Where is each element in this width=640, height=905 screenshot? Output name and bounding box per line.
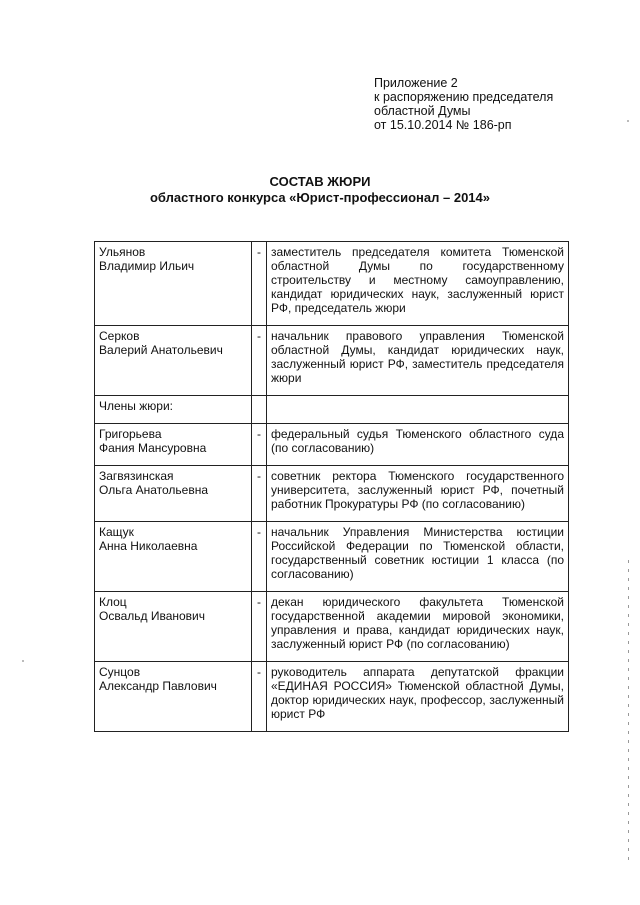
appendix-block [374,76,553,132]
table-row [95,592,569,662]
member-name-cell [95,466,252,522]
member-given-name: Освальд Иванович [99,609,206,623]
member-given-name: Владимир Ильич [99,259,195,273]
section-label: Члены жюри: [95,396,252,424]
table-row [95,396,569,424]
member-name-cell [95,662,252,732]
dash-cell [252,396,267,424]
member-name-cell [95,326,252,396]
member-surname: Клоц [99,595,127,609]
document-title: СОСТАВ ЖЮРИ [269,174,371,189]
member-position: федеральный судья Тюменского областного суда (по согласованию) [267,424,569,466]
jury-table [94,241,569,732]
dash-cell: - [252,326,267,396]
member-given-name: Ольга Анатольевна [99,483,208,497]
member-position: заместитель председателя комитета Тюменской областной Думы по государственному строительству и местному самоуправлению, кандидат юридических наук, заслуженный юрист РФ, председатель жюри [267,242,569,326]
member-position: декан юридического факультета Тюменской государственной академии мировой экономики, управления и права, кандидат юридических наук, заслуженный юрист РФ (по согласованию) [267,592,569,662]
dash-cell: - [252,662,267,732]
appendix-line: от 15.10.2014 № 186-рп [374,118,512,132]
dash-cell: - [252,424,267,466]
table-row [95,662,569,732]
document-subtitle: областного конкурса «Юрист-профессионал – 2014» [149,190,490,205]
member-position: советник ректора Тюменского государственного университета, заслуженный юрист РФ, почетный работник Прокуратуры РФ (по согласованию) [267,466,569,522]
table-row [95,522,569,592]
empty-cell [267,396,569,424]
member-surname: Сунцов [99,665,141,679]
member-surname: Кащук [99,525,134,539]
dash-cell: - [252,522,267,592]
scan-speck [22,660,24,662]
member-surname: Григорьева [99,427,162,441]
member-name-cell [95,592,252,662]
member-name-cell [95,424,252,466]
table-row [95,466,569,522]
member-position: руководитель аппарата депутатской фракции «ЕДИНАЯ РОССИЯ» Тюменской областной Думы, доктор юридических наук, профессор, заслуженный юрист РФ [267,662,569,732]
member-name-cell [95,242,252,326]
dash-cell: - [252,242,267,326]
dash-cell: - [252,592,267,662]
table-row [95,424,569,466]
dash-cell: - [252,466,267,522]
member-position: начальник правового управления Тюменской областной Думы, кандидат юридических наук, заслуженный юрист РФ, заместитель председателя жюри [267,326,569,396]
table-row [95,242,569,326]
member-position: начальник Управления Министерства юстиции Российской Федерации по Тюменской области, государственный советник юстиции 1 класса (по согласованию) [267,522,569,592]
member-given-name: Фания Мансуровна [99,441,207,455]
member-given-name: Анна Николаевна [99,539,198,553]
scan-edge-mark [628,560,629,860]
appendix-line: к распоряжению председателя [374,90,554,104]
member-name-cell [95,522,252,592]
appendix-line: областной Думы [374,104,471,118]
scan-speck [627,120,629,122]
member-surname: Загвязинская [99,469,174,483]
member-surname: Ульянов [99,245,146,259]
member-given-name: Валерий Анатольевич [99,343,223,357]
table-row [95,326,569,396]
appendix-line: Приложение 2 [374,76,458,90]
member-surname: Серков [99,329,140,343]
member-given-name: Александр Павлович [99,679,217,693]
